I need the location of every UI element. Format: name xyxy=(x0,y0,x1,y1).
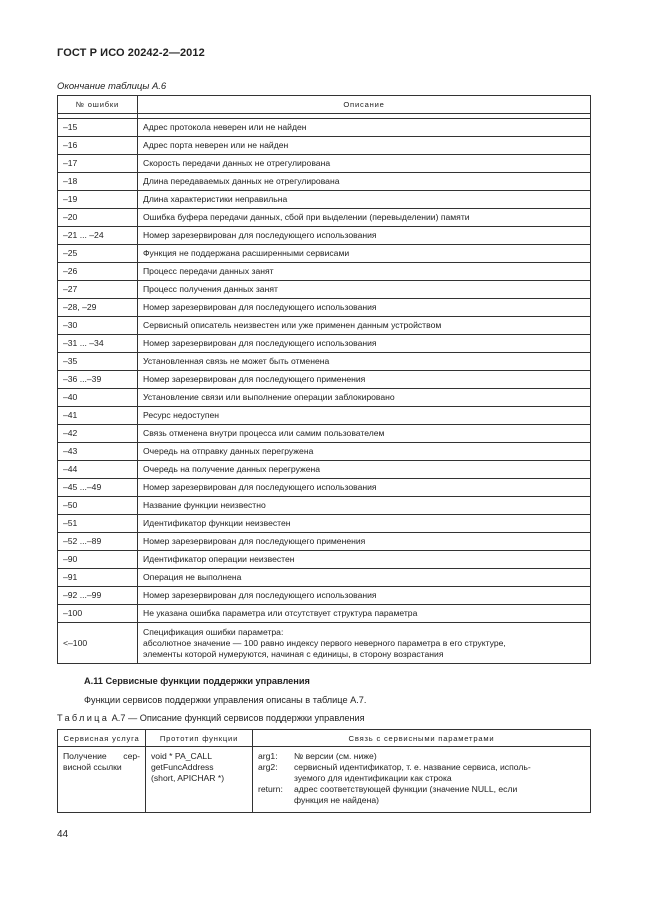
table-a7-caption-text: А.7 — Описание функций сервисов поддержки управления xyxy=(109,713,365,723)
page-number: 44 xyxy=(57,829,69,840)
parameter-text: зуемого для идентификации как строка xyxy=(294,773,452,783)
error-code-cell: –45 ...–49 xyxy=(58,479,138,497)
error-code-cell: <–100 xyxy=(58,623,138,664)
column-header-prototype: Прототип функции xyxy=(146,730,253,747)
table-row xyxy=(58,245,591,263)
table-row xyxy=(58,353,591,371)
error-code-cell: –30 xyxy=(58,317,138,335)
table-row xyxy=(58,587,591,605)
error-description-cell: Функция не поддержана расширенными сервисами xyxy=(138,245,591,263)
table-row xyxy=(58,299,591,317)
description-line: абсолютное значение — 100 равно индексу первого неверного параметра в его структуре, xyxy=(143,637,506,648)
section-paragraph: Функции сервисов поддержки управления описаны в таблице А.7. xyxy=(84,695,367,705)
table-row xyxy=(58,569,591,587)
table-row xyxy=(58,317,591,335)
error-description-cell: Идентификатор операции неизвестен xyxy=(138,551,591,569)
error-code-cell: –51 xyxy=(58,515,138,533)
table-row xyxy=(58,137,591,155)
parameters-cell xyxy=(253,747,591,813)
error-code-cell: –26 xyxy=(58,263,138,281)
error-code-cell: –27 xyxy=(58,281,138,299)
table-row xyxy=(58,551,591,569)
table-a6-caption: Окончание таблицы А.6 xyxy=(57,81,167,92)
prototype-line: void * PA_CALL xyxy=(151,751,212,761)
error-description-cell: Очередь на получение данных перегружена xyxy=(138,461,591,479)
table-row xyxy=(58,623,591,664)
parameter-key xyxy=(258,773,292,784)
column-header-error-number: № ошибки xyxy=(58,96,138,114)
error-description-cell: Номер зарезервирован для последующего применения xyxy=(138,371,591,389)
parameter-text: № версии (см. ниже) xyxy=(294,751,377,761)
prototype-cell xyxy=(146,747,253,813)
table-row xyxy=(58,533,591,551)
table-row xyxy=(58,371,591,389)
error-description-cell: Номер зарезервирован для последующего использования xyxy=(138,587,591,605)
error-code-cell: –18 xyxy=(58,173,138,191)
table-row xyxy=(58,515,591,533)
document-header: ГОСТ Р ИСО 20242-2—2012 xyxy=(57,47,205,59)
service-line: висной ссылки xyxy=(63,762,122,772)
description-line: элементы которой нумеруются, начиная с единицы, в сторону возрастания xyxy=(143,648,444,659)
table-row xyxy=(58,479,591,497)
error-description-cell: Операция не выполнена xyxy=(138,569,591,587)
error-description-cell: Адрес протокола неверен или не найден xyxy=(138,119,591,137)
error-code-cell: –15 xyxy=(58,119,138,137)
error-description-cell: Сервисный описатель неизвестен или уже применен данным устройством xyxy=(138,317,591,335)
error-code-cell: –40 xyxy=(58,389,138,407)
error-code-cell: –41 xyxy=(58,407,138,425)
error-code-cell: –17 xyxy=(58,155,138,173)
error-code-cell: –25 xyxy=(58,245,138,263)
error-code-cell: –44 xyxy=(58,461,138,479)
error-code-cell: –52 ...–89 xyxy=(58,533,138,551)
service-cell xyxy=(58,747,146,813)
table-row xyxy=(58,425,591,443)
error-code-cell: –19 xyxy=(58,191,138,209)
parameters-list xyxy=(258,751,585,806)
table-row xyxy=(58,263,591,281)
table-row xyxy=(58,209,591,227)
parameter-key xyxy=(258,795,292,806)
error-description-cell: Установленная связь не может быть отменена xyxy=(138,353,591,371)
table-row xyxy=(58,407,591,425)
table-row xyxy=(58,227,591,245)
error-code-cell: –16 xyxy=(58,137,138,155)
error-description-cell: Идентификатор функции неизвестен xyxy=(138,515,591,533)
description-line: Спецификация ошибки параметра: xyxy=(143,626,284,637)
table-row xyxy=(58,605,591,623)
table-row xyxy=(58,461,591,479)
error-description-cell: Процесс получения данных занят xyxy=(138,281,591,299)
table-row xyxy=(58,497,591,515)
error-code-cell: –20 xyxy=(58,209,138,227)
error-description-cell: Скорость передачи данных не отрегулирована xyxy=(138,155,591,173)
error-code-cell: –36 ...–39 xyxy=(58,371,138,389)
prototype-line: getFuncAddress xyxy=(151,762,214,772)
parameter-key: return: xyxy=(258,784,283,794)
error-description-cell: Длина характеристики неправильна xyxy=(138,191,591,209)
error-code-cell: –42 xyxy=(58,425,138,443)
error-codes-table xyxy=(57,95,591,664)
column-header-description: Описание xyxy=(138,96,591,114)
parameter-key: arg2: xyxy=(258,762,278,772)
parameter-text: адрес соответствующей функции (значение NULL, если xyxy=(294,784,518,794)
error-code-cell: –92 ...–99 xyxy=(58,587,138,605)
error-description-cell: Номер зарезервирован для последующего использования xyxy=(138,227,591,245)
table-row xyxy=(58,281,591,299)
error-code-cell: –90 xyxy=(58,551,138,569)
error-description-cell xyxy=(138,623,591,664)
table-row xyxy=(58,119,591,137)
table-row xyxy=(58,747,591,813)
table-row xyxy=(58,173,591,191)
prototype-line: (short, APICHAR *) xyxy=(151,773,225,783)
table-row xyxy=(58,443,591,461)
table-a7-caption-prefix: Таблица xyxy=(57,713,110,723)
error-description-cell: Очередь на отправку данных перегружена xyxy=(138,443,591,461)
error-description-cell: Номер зарезервирован для последующего использования xyxy=(138,335,591,353)
error-code-cell: –35 xyxy=(58,353,138,371)
error-code-cell: –100 xyxy=(58,605,138,623)
error-code-cell: –50 xyxy=(58,497,138,515)
table-row xyxy=(58,335,591,353)
error-code-cell: –31 ... –34 xyxy=(58,335,138,353)
error-code-cell: –91 xyxy=(58,569,138,587)
table-row xyxy=(58,191,591,209)
error-description-cell: Связь отменена внутри процесса или самим пользователем xyxy=(138,425,591,443)
error-code-cell: –21 ... –24 xyxy=(58,227,138,245)
section-heading: А.11 Сервисные функции поддержки управления xyxy=(84,676,310,686)
error-description-cell: Длина передаваемых данных не отрегулирована xyxy=(138,173,591,191)
column-header-parameters: Связь с сервисными параметрами xyxy=(253,730,591,747)
error-code-cell: –43 xyxy=(58,443,138,461)
error-description-cell: Установление связи или выполнение операции заблокировано xyxy=(138,389,591,407)
error-description-cell: Название функции неизвестно xyxy=(138,497,591,515)
error-code-cell: –28, –29 xyxy=(58,299,138,317)
table-row xyxy=(58,389,591,407)
service-functions-table xyxy=(57,729,591,813)
column-header-service: Сервисная услуга xyxy=(58,730,146,747)
error-description-cell: Номер зарезервирован для последующего использования xyxy=(138,479,591,497)
error-description-cell: Не указана ошибка параметра или отсутствует структура параметра xyxy=(138,605,591,623)
parameter-text: функция не найдена) xyxy=(294,795,379,805)
error-description-cell: Адрес порта неверен или не найден xyxy=(138,137,591,155)
error-description-cell: Ошибка буфера передачи данных, сбой при выделении (перевыделении) памяти xyxy=(138,209,591,227)
error-description-cell: Процесс передачи данных занят xyxy=(138,263,591,281)
error-description-cell: Номер зарезервирован для последующего использования xyxy=(138,299,591,317)
error-description-cell: Ресурс недоступен xyxy=(138,407,591,425)
service-line: Получение сер- xyxy=(63,751,140,761)
table-row xyxy=(58,155,591,173)
error-description-cell: Номер зарезервирован для последующего применения xyxy=(138,533,591,551)
parameter-text: сервисный идентификатор, т. е. название сервиса, исполь- xyxy=(294,762,531,772)
parameter-key: arg1: xyxy=(258,751,278,761)
table-a7-caption xyxy=(57,713,365,723)
